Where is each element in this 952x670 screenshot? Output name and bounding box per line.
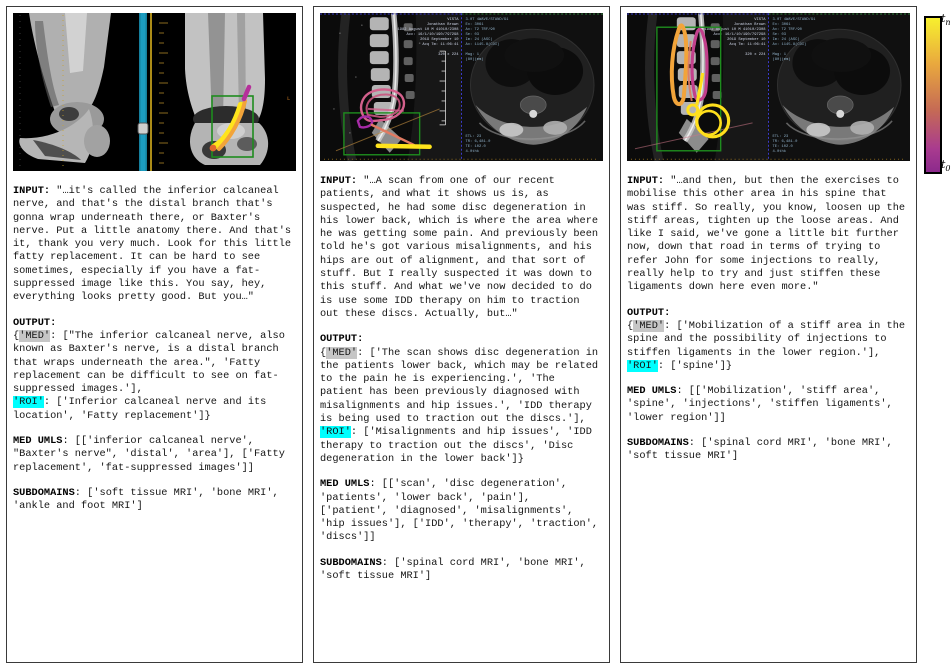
- svg-text:Acc: 16/1/10/190/797298: Acc: 16/1/10/190/797298: [406, 33, 459, 38]
- subdomains-label: SUBDOMAINS: [627, 437, 689, 450]
- svg-text:Ax: 1145.8(COI): Ax: 1145.8(COI): [772, 43, 807, 48]
- svg-text:Se: 03: Se: 03: [772, 33, 787, 38]
- gaze-dot: [210, 145, 217, 152]
- svg-text:Acq Tm: 11:06:41: Acq Tm: 11:06:41: [422, 43, 459, 48]
- svg-text:VISTA: VISTA: [447, 18, 459, 23]
- spine-mri-image-2: [627, 13, 910, 161]
- input-label: INPUT:: [627, 175, 665, 187]
- svg-text:TR: 6,481.0: TR: 6,481.0: [465, 139, 491, 144]
- gaze-bar-yellow: [378, 146, 430, 147]
- svg-text:Ax: 1145.8(COI): Ax: 1145.8(COI): [465, 43, 500, 48]
- svg-text:320 x 224: 320 x 224: [438, 53, 459, 58]
- brace: {: [627, 319, 634, 332]
- med-umls-section: [13, 435, 296, 475]
- svg-text:TR: 6,481.0: TR: 6,481.0: [772, 139, 798, 144]
- case-panels: [6, 6, 917, 663]
- svg-text:Ax: T2 TRF/90: Ax: T2 TRF/90: [772, 28, 802, 33]
- panel-1-text: [13, 185, 296, 514]
- med-umls-label: MED UMLS: [627, 385, 677, 398]
- panel-3-text: [627, 175, 910, 464]
- med-body: : ["The inferior calcaneal nerve, also known as Baxter's nerve, is a distal branch that wraps underneath the area.", 'Fatty replacement can be difficult to see on fat-suppressed images.'],: [13, 329, 285, 396]
- svg-text:Mag: 1: Mag: 1: [465, 53, 480, 58]
- med-umls-section: [320, 478, 603, 544]
- output-label: OUTPUT:: [320, 333, 364, 346]
- med-body: : ['Mobilization of a stiff area in the spine and the possibility of injections to stiffen ligaments in the lower region.'],: [627, 319, 906, 359]
- svg-text:320 x 224: 320 x 224: [745, 53, 766, 58]
- svg-text:Acq Tm: 11:06:41: Acq Tm: 11:06:41: [729, 43, 766, 48]
- med-key-highlight: 'MED': [19, 329, 51, 342]
- subdomains-label: SUBDOMAINS: [13, 486, 75, 499]
- svg-text:Im: 24 (ASC): Im: 24 (ASC): [465, 38, 493, 43]
- input-label: INPUT:: [13, 185, 51, 197]
- case-panel-3: [620, 6, 917, 663]
- svg-text:1982 August 10 M 41010/2308: 1982 August 10 M 41010/2308: [704, 28, 766, 33]
- input-text: "…and then, but then the exercises to mobilise this other area in his spine that was stiff. So really, you know, loosen up the stiff areas, tighten up the loose areas. And like I said, we've gone a little bit further now, down that road in terms of trying to refer John for some injections to really, really help to try and just stiffen these ligaments down here even more.": [627, 175, 906, 294]
- svg-text:3.0T 4WAVE/STAND/G1: 3.0T 4WAVE/STAND/G1: [772, 18, 816, 23]
- med-umls-body: : [['scan', 'disc degeneration', 'patients', 'lower back', 'pain'], ['patient', 'diagnosed', 'misalignments', 'hip issues'], ['IDD', 'therapy', 'traction', 'discs']]: [320, 478, 599, 544]
- med-umls-body: : [['inferior calcaneal nerve', "Baxter's nerve", 'distal', 'area'], ['Fatty replacement', 'fat-suppressed images']]: [13, 435, 285, 474]
- svg-text:ETL: 23: ETL: 23: [465, 134, 482, 139]
- svg-text:Ax: T2 TRF/90: Ax: T2 TRF/90: [465, 28, 495, 33]
- subdomains-body: : ['spinal cord MRI', 'bone MRI', 'soft tissue MRI']: [320, 556, 586, 583]
- output-section: [627, 307, 910, 373]
- svg-text:Jonathan Brown: Jonathan Brown: [733, 23, 766, 28]
- orientation-marker: L: [287, 95, 291, 102]
- case-panel-1: [6, 6, 303, 663]
- roi-body: : ['Misalignments and hip issues', 'IDD therapy to traction out the discs', 'Disc degeneration in the lower back']}: [320, 426, 592, 465]
- input-text: "…it's called the inferior calcaneal nerve, and that's the distal branch that's gonna wrap underneath there, or Baxter's nerve. Put a little anatomy there. And that's it, thank you very much. Look for this little fatty replacement. It can be hard to see sometimes, especially if you have a fat-suppressed image like this. You say, hey, everything looks pretty good. But you…": [13, 185, 292, 304]
- brace: {: [320, 346, 327, 359]
- subdomains-section: [13, 487, 296, 514]
- input-section: [320, 175, 603, 321]
- time-colorbar: [924, 16, 942, 174]
- roi-key-highlight: 'ROI': [13, 396, 44, 409]
- svg-text:2019 September 10: 2019 September 10: [420, 38, 459, 43]
- svg-text:4.0thk: 4.0thk: [772, 149, 787, 154]
- roi-key-highlight: 'ROI': [627, 359, 658, 372]
- med-umls-body: : [['Mobilization', 'stiff area', 'spine', 'injections', 'stiffen ligaments', 'lower region']]: [627, 385, 893, 424]
- roi-key-highlight: 'ROI': [320, 426, 351, 439]
- roi-body: : ['spine']}: [657, 359, 733, 372]
- case-panel-2: [313, 6, 610, 663]
- output-label: OUTPUT:: [13, 316, 57, 329]
- med-umls-label: MED UMLS: [320, 478, 370, 491]
- svg-text:(80)(mm): (80)(mm): [465, 58, 484, 63]
- svg-text:Ex: 3061: Ex: 3061: [772, 23, 791, 28]
- roi-body: : ['Inferior calcaneal nerve and its location', 'Fatty replacement']}: [13, 396, 267, 422]
- svg-text:Se: 03: Se: 03: [465, 33, 480, 38]
- svg-text:(80)(mm): (80)(mm): [772, 58, 791, 63]
- svg-text:1982 August 10 M 41010/2308: 1982 August 10 M 41010/2308: [397, 28, 459, 33]
- med-umls-section: [627, 385, 910, 425]
- subdomains-label: SUBDOMAINS: [320, 556, 382, 569]
- svg-text:Im: 24 (ASC): Im: 24 (ASC): [772, 38, 800, 43]
- input-section: [13, 185, 296, 305]
- subdomains-section: [320, 557, 603, 584]
- output-section: [13, 317, 296, 423]
- svg-text:Acc: 16/1/10/190/797298: Acc: 16/1/10/190/797298: [713, 33, 766, 38]
- svg-text:TE: 102.0: TE: 102.0: [465, 144, 486, 149]
- svg-text:VISTA: VISTA: [754, 18, 766, 23]
- med-body: : ['The scan shows disc degeneration in the patients lower back, which may be related to the pain he is experiencing.', 'The patient has been previously diagnosed with misalignments and hip issues.', 'IDD therapy is being used to traction out the discs.'],: [320, 346, 599, 426]
- colorbar-top-label: $t_n$: [941, 12, 951, 28]
- med-key-highlight: 'MED': [326, 346, 358, 359]
- svg-text:Mag: 1: Mag: 1: [772, 53, 787, 58]
- ankle-mri-image: [13, 13, 296, 171]
- input-section: [627, 175, 910, 295]
- svg-text:ETL: 23: ETL: 23: [772, 134, 789, 139]
- input-label: INPUT:: [320, 175, 358, 187]
- panel-2-text: [320, 175, 603, 583]
- svg-text:2019 September 10: 2019 September 10: [727, 38, 766, 43]
- svg-text:Jonathan Brown: Jonathan Brown: [426, 23, 459, 28]
- output-label: OUTPUT:: [627, 306, 671, 319]
- svg-text:4.0thk: 4.0thk: [465, 149, 480, 154]
- svg-text:TE: 102.0: TE: 102.0: [772, 144, 793, 149]
- output-section: [320, 333, 603, 466]
- svg-text:3.0T 4WAVE/STAND/G1: 3.0T 4WAVE/STAND/G1: [465, 18, 509, 23]
- svg-text:Ex: 3061: Ex: 3061: [465, 23, 484, 28]
- colorbar-bottom-label: $t_0$: [941, 158, 951, 174]
- input-text: "…A scan from one of our recent patients, and what it shows us is, as suspected, he had some disc degeneration in his lower back, which is where the area where he was getting some pain. And previously been told he's got various misalignments, and his hips are out of alignment, and that sort of stuff. But I really suspected it was down to this stuff. And what we've now decided to do is use some IDD therapy on him to traction out these discs. Actually, but…": [320, 175, 599, 320]
- spine-mri-image: [320, 13, 603, 161]
- med-key-highlight: 'MED': [633, 319, 665, 332]
- subdomains-body: : ['soft tissue MRI', 'bone MRI', 'ankle and foot MRI']: [13, 486, 279, 513]
- subdomains-section: [627, 437, 910, 464]
- subdomains-body: : ['spinal cord MRI', 'bone MRI', 'soft tissue MRI']: [627, 437, 893, 463]
- brace: {: [13, 329, 20, 342]
- med-umls-label: MED UMLS: [13, 435, 63, 448]
